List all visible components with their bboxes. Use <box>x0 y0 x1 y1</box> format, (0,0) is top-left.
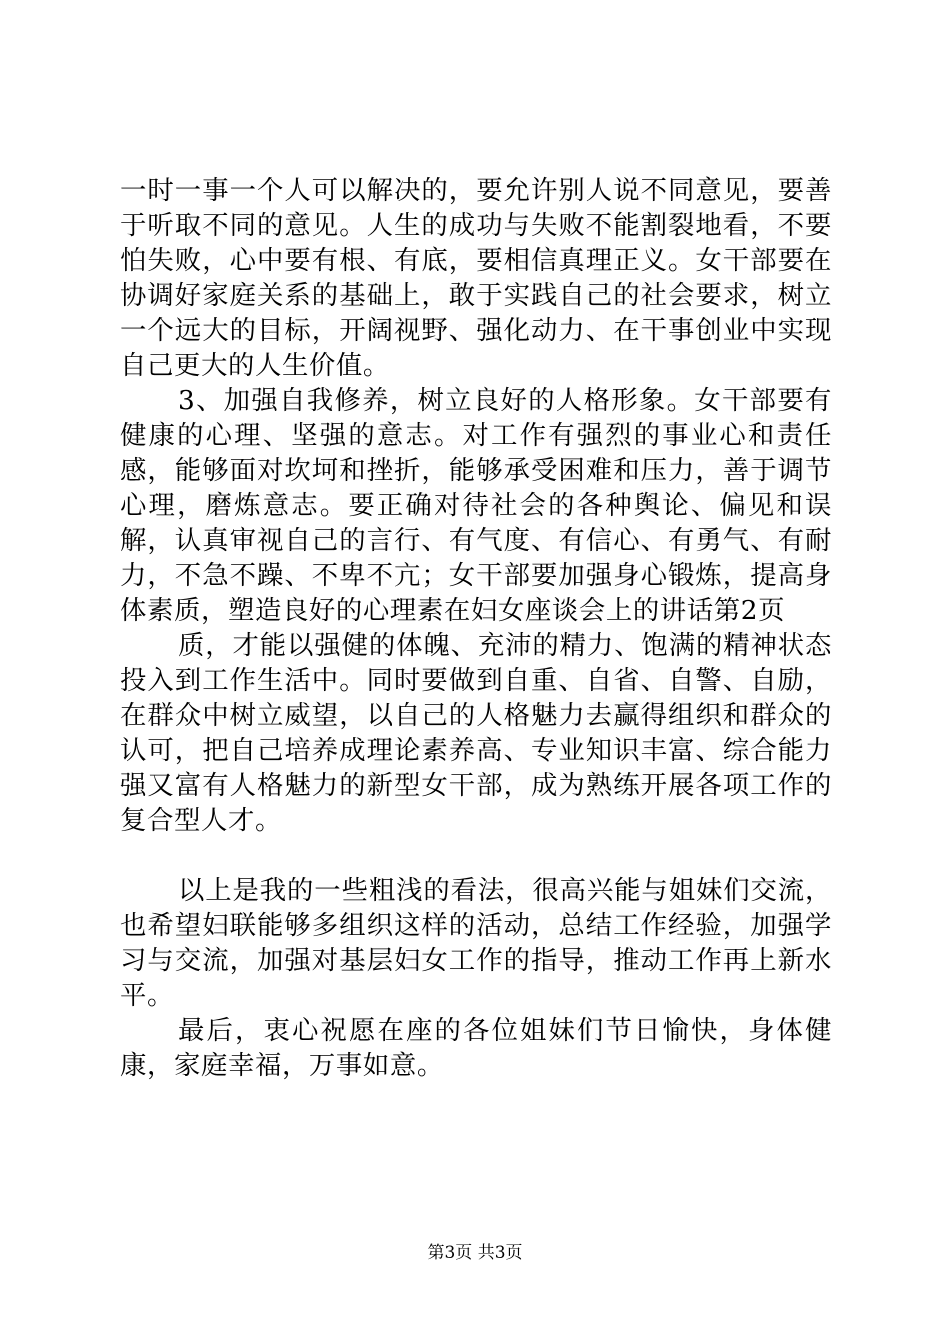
paragraph-spacer <box>120 838 832 873</box>
document-body <box>120 173 832 1083</box>
paragraph-continuation: 一时一事一个人可以解决的，要允许别人说不同意见，要善于听取不同的意见。人生的成功与失败不能割裂地看，不要怕失败，心中要有根、有底，要相信真理正义。女干部要在协调好家庭关系的基础上，敢于实践自己的社会要求，树立一个远大的目标，开阔视野、强化动力、在干事创业中实现自己更大的人生价值。 <box>120 175 832 381</box>
page-footer: 第3页 共3页 <box>427 1243 523 1263</box>
paragraph-closing-wishes: 最后，衷心祝愿在座的各位姐妹们节日愉快，身体健康，家庭幸福，万事如意。 <box>120 1015 832 1081</box>
paragraph-closing-views: 以上是我的一些粗浅的看法，很高兴能与姐妹们交流，也希望妇联能够多组织这样的活动，总结工作经验，加强学习与交流，加强对基层妇女工作的指导，推动工作再上新水平。 <box>120 875 832 1011</box>
paragraph-strong-physique: 质，才能以强健的体魄、充沛的精力、饱满的精神状态投入到工作生活中。同时要做到自重、自省、自警、自励，在群众中树立威望，以自己的人格魅力去赢得组织和群众的认可，把自己培养成理论素养高、专业知识丰富、综合能力强又富有人格魅力的新型女干部，成为熟练开展各项工作的复合型人才。 <box>120 630 832 836</box>
paragraph-self-cultivation: 3、加强自我修养，树立良好的人格形象。女干部要有健康的心理、坚强的意志。对工作有强烈的事业心和责任感，能够面对坎坷和挫折，能够承受困难和压力，善于调节心理，磨炼意志。要正确对待社会的各种舆论、偏见和误解，认真审视自己的言行、有气度、有信心、有勇气、有耐力，不急不躁、不卑不亢；女干部要加强身心锻炼，提高身体素质，塑造良好的心理素在妇女座谈会上的讲话第2页 <box>120 385 832 626</box>
